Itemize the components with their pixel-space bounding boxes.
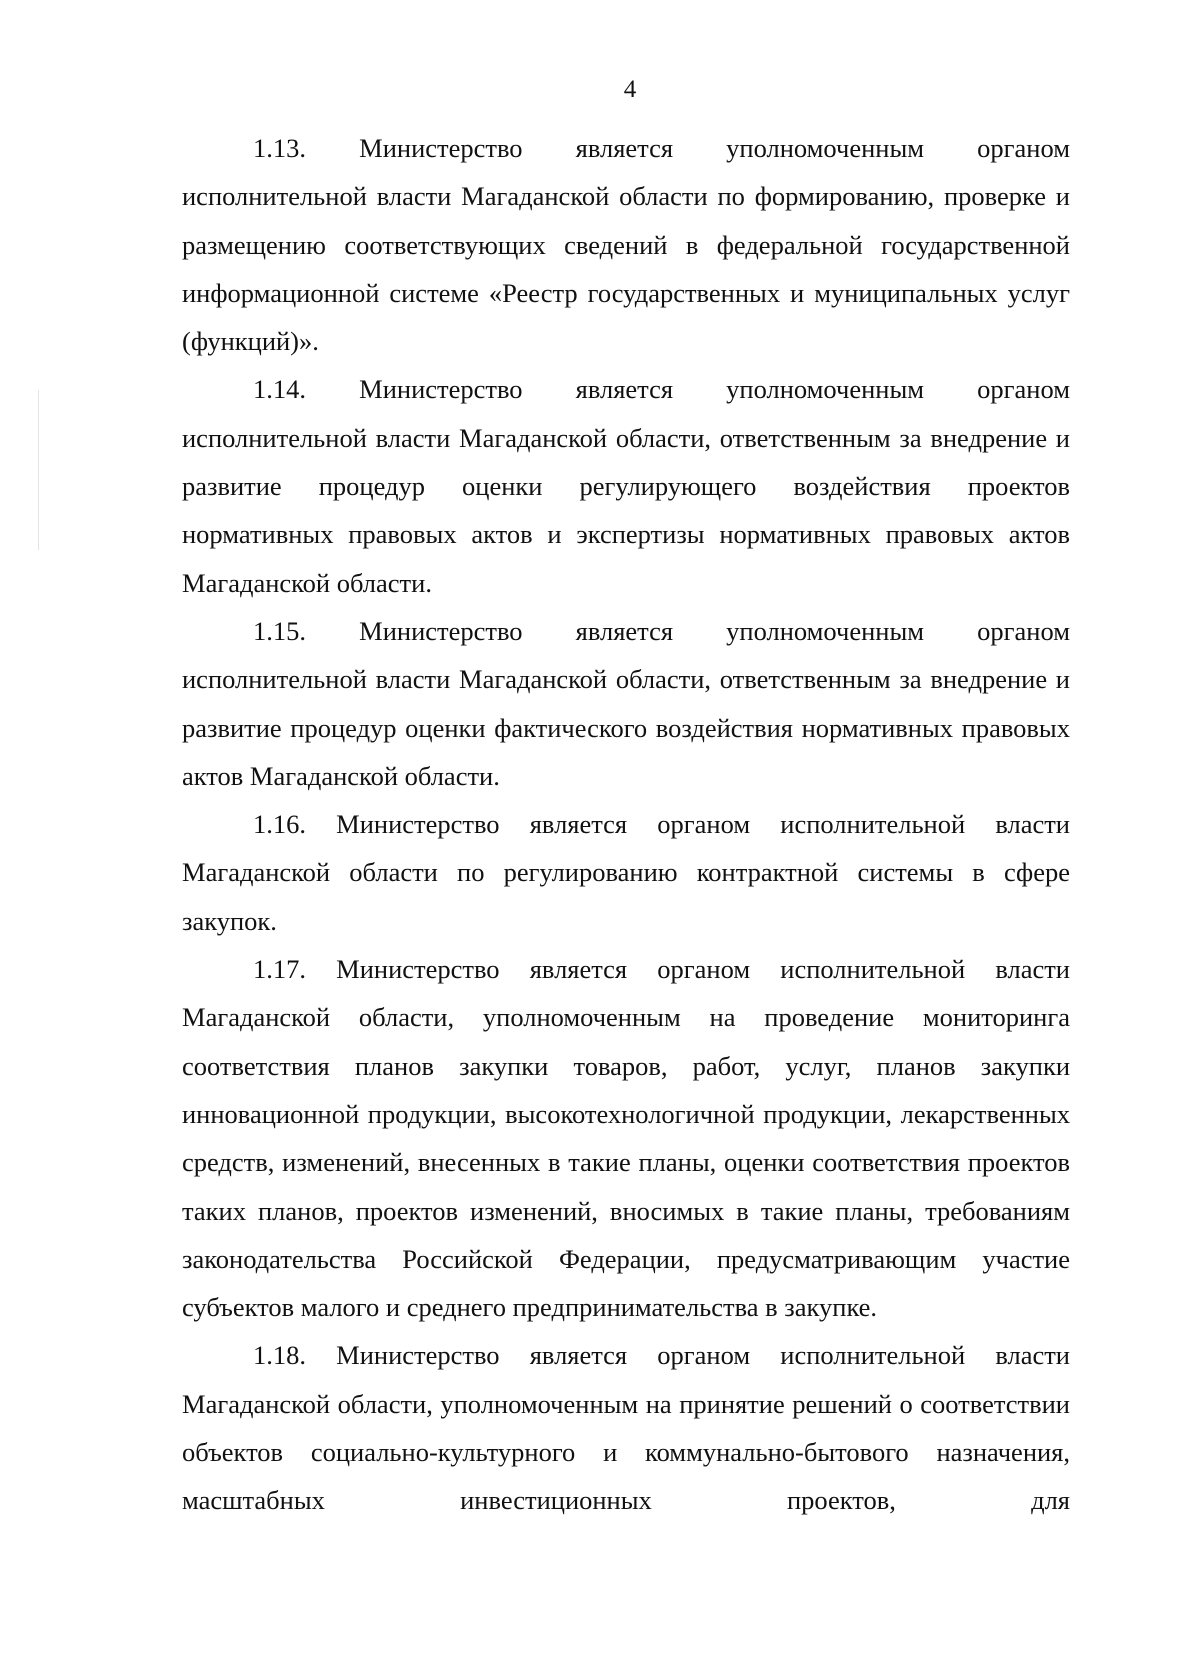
paragraph-1-16: 1.16. Министерство является органом исполнительной власти Магаданской области по регулированию контрактной системы в сфере закупок. (182, 809, 1070, 936)
page-number: 4 (623, 76, 637, 103)
paragraph-1-18: 1.18. Министерство является органом исполнительной власти Магаданской области, уполномоченным на принятие решений о соответствии объектов социально-культурного и коммунально-бытового назначения, масштабных инвестиционных проектов, для (182, 1340, 1070, 1516)
document-body (182, 124, 1070, 1525)
paragraph-1-14: 1.14. Министерство является уполномоченным органом исполнительной власти Магаданской области, ответственным за внедрение и развитие процедур оценки регулирующего воздействия проектов нормативных правовых актов и экспертизы нормативных правовых актов Магаданской области. (182, 374, 1070, 598)
paragraph-1-15: 1.15. Министерство является уполномоченным органом исполнительной власти Магаданской области, ответственным за внедрение и развитие процедур оценки фактического воздействия нормативных правовых актов Магаданской области. (182, 615, 1070, 791)
scan-margin-mark (38, 390, 39, 550)
paragraph-1-17: 1.17. Министерство является органом исполнительной власти Магаданской области, уполномоченным на проведение мониторинга соответствия планов закупки товаров, работ, услуг, планов закупки инновационной продукции, высокотехнологичной продукции, лекарственных средств, изменений, внесенных в такие планы, оценки соответствия проектов таких планов, проектов изменений, вносимых в такие планы, требованиям законодательства Российской Федерации, предусматривающим участие субъектов малого и среднего предпринимательства в закупке. (182, 954, 1070, 1323)
paragraph-1-13: 1.13. Министерство является уполномоченным органом исполнительной власти Магаданской области по формированию, проверке и размещению соответствующих сведений в федеральной государственной информационной системе «Реестр государственных и муниципальных услуг (функций)». (182, 133, 1070, 357)
